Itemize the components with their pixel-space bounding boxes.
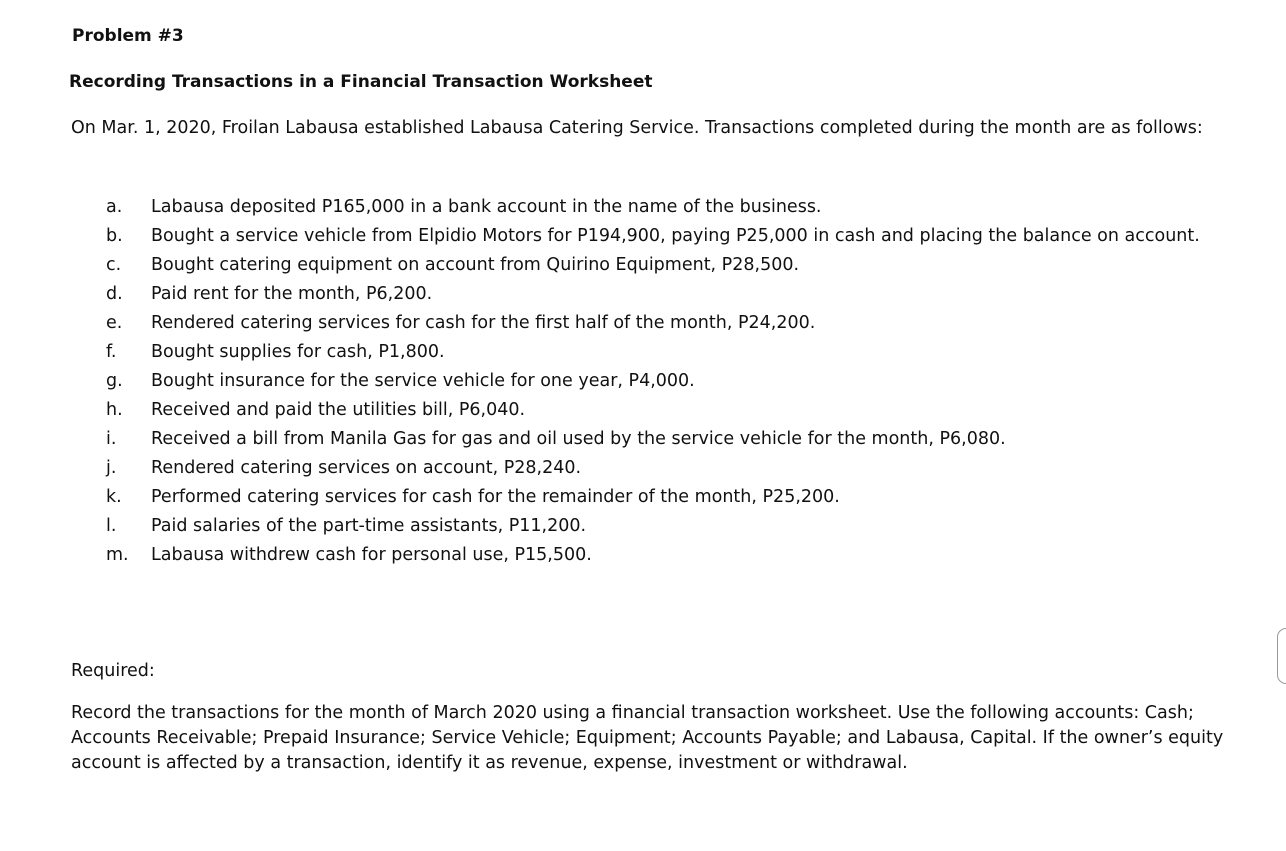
item-letter: f. xyxy=(106,342,117,362)
item-letter: j. xyxy=(106,458,117,478)
item-text: Labausa deposited P165,000 in a bank account in the name of the business. xyxy=(151,197,822,217)
problem-title: Problem #3 xyxy=(72,26,184,46)
item-text: Bought catering equipment on account from Quirino Equipment, P28,500. xyxy=(151,255,800,275)
item-letter: c. xyxy=(106,255,122,275)
side-panel-tab[interactable] xyxy=(1277,628,1286,684)
list-item xyxy=(106,340,1256,365)
list-item xyxy=(106,311,1256,336)
item-letter: d. xyxy=(106,284,123,304)
item-text: Received a bill from Manila Gas for gas and oil used by the service vehicle for the month, P6,080. xyxy=(151,429,1006,449)
section-heading: Recording Transactions in a Financial Transaction Worksheet xyxy=(69,72,653,92)
item-text: Rendered catering services on account, P28,240. xyxy=(151,458,582,478)
intro-paragraph: On Mar. 1, 2020, Froilan Labausa established Labausa Catering Service. Transactions completed during the month are as follows: xyxy=(71,118,1203,138)
list-item xyxy=(106,195,1256,220)
transaction-list xyxy=(106,195,1256,572)
list-item xyxy=(106,369,1256,394)
item-text: Paid rent for the month, P6,200. xyxy=(151,284,433,304)
required-label: Required: xyxy=(71,661,155,681)
list-item xyxy=(106,456,1256,481)
item-text: Labausa withdrew cash for personal use, P15,500. xyxy=(151,545,592,565)
instructions-paragraph: Record the transactions for the month of March 2020 using a financial transaction worksheet. Use the following accounts: Cash; Accounts Receivable; Prepaid Insurance; Service Vehicle; Equipment; Accounts Payable; and Labausa, Capital. If the owner’s equity account is affected by a transaction, identify it as revenue, expense, investment or withdrawal. xyxy=(71,703,1224,773)
item-text: Bought supplies for cash, P1,800. xyxy=(151,342,445,362)
item-text: Performed catering services for cash for the remainder of the month, P25,200. xyxy=(151,487,840,507)
item-letter: g. xyxy=(106,371,123,391)
list-item xyxy=(106,543,1256,568)
list-item xyxy=(106,398,1256,423)
list-item xyxy=(106,485,1256,510)
item-text: Paid salaries of the part-time assistants, P11,200. xyxy=(151,516,587,536)
item-letter: i. xyxy=(106,429,117,449)
item-text: Rendered catering services for cash for the first half of the month, P24,200. xyxy=(151,313,816,333)
item-letter: a. xyxy=(106,197,123,217)
item-text: Received and paid the utilities bill, P6,040. xyxy=(151,400,526,420)
item-letter: h. xyxy=(106,400,123,420)
item-text: Bought insurance for the service vehicle for one year, P4,000. xyxy=(151,371,695,391)
item-text: Bought a service vehicle from Elpidio Motors for P194,900, paying P25,000 in cash and placing the balance on account. xyxy=(151,226,1200,246)
item-letter: k. xyxy=(106,487,122,507)
list-item xyxy=(106,282,1256,307)
list-item xyxy=(106,427,1256,452)
item-letter: b. xyxy=(106,226,123,246)
list-item xyxy=(106,253,1256,278)
list-item xyxy=(106,514,1256,539)
list-item xyxy=(106,224,1256,249)
item-letter: m. xyxy=(106,545,129,565)
item-letter: e. xyxy=(106,313,123,333)
item-letter: l. xyxy=(106,516,117,536)
